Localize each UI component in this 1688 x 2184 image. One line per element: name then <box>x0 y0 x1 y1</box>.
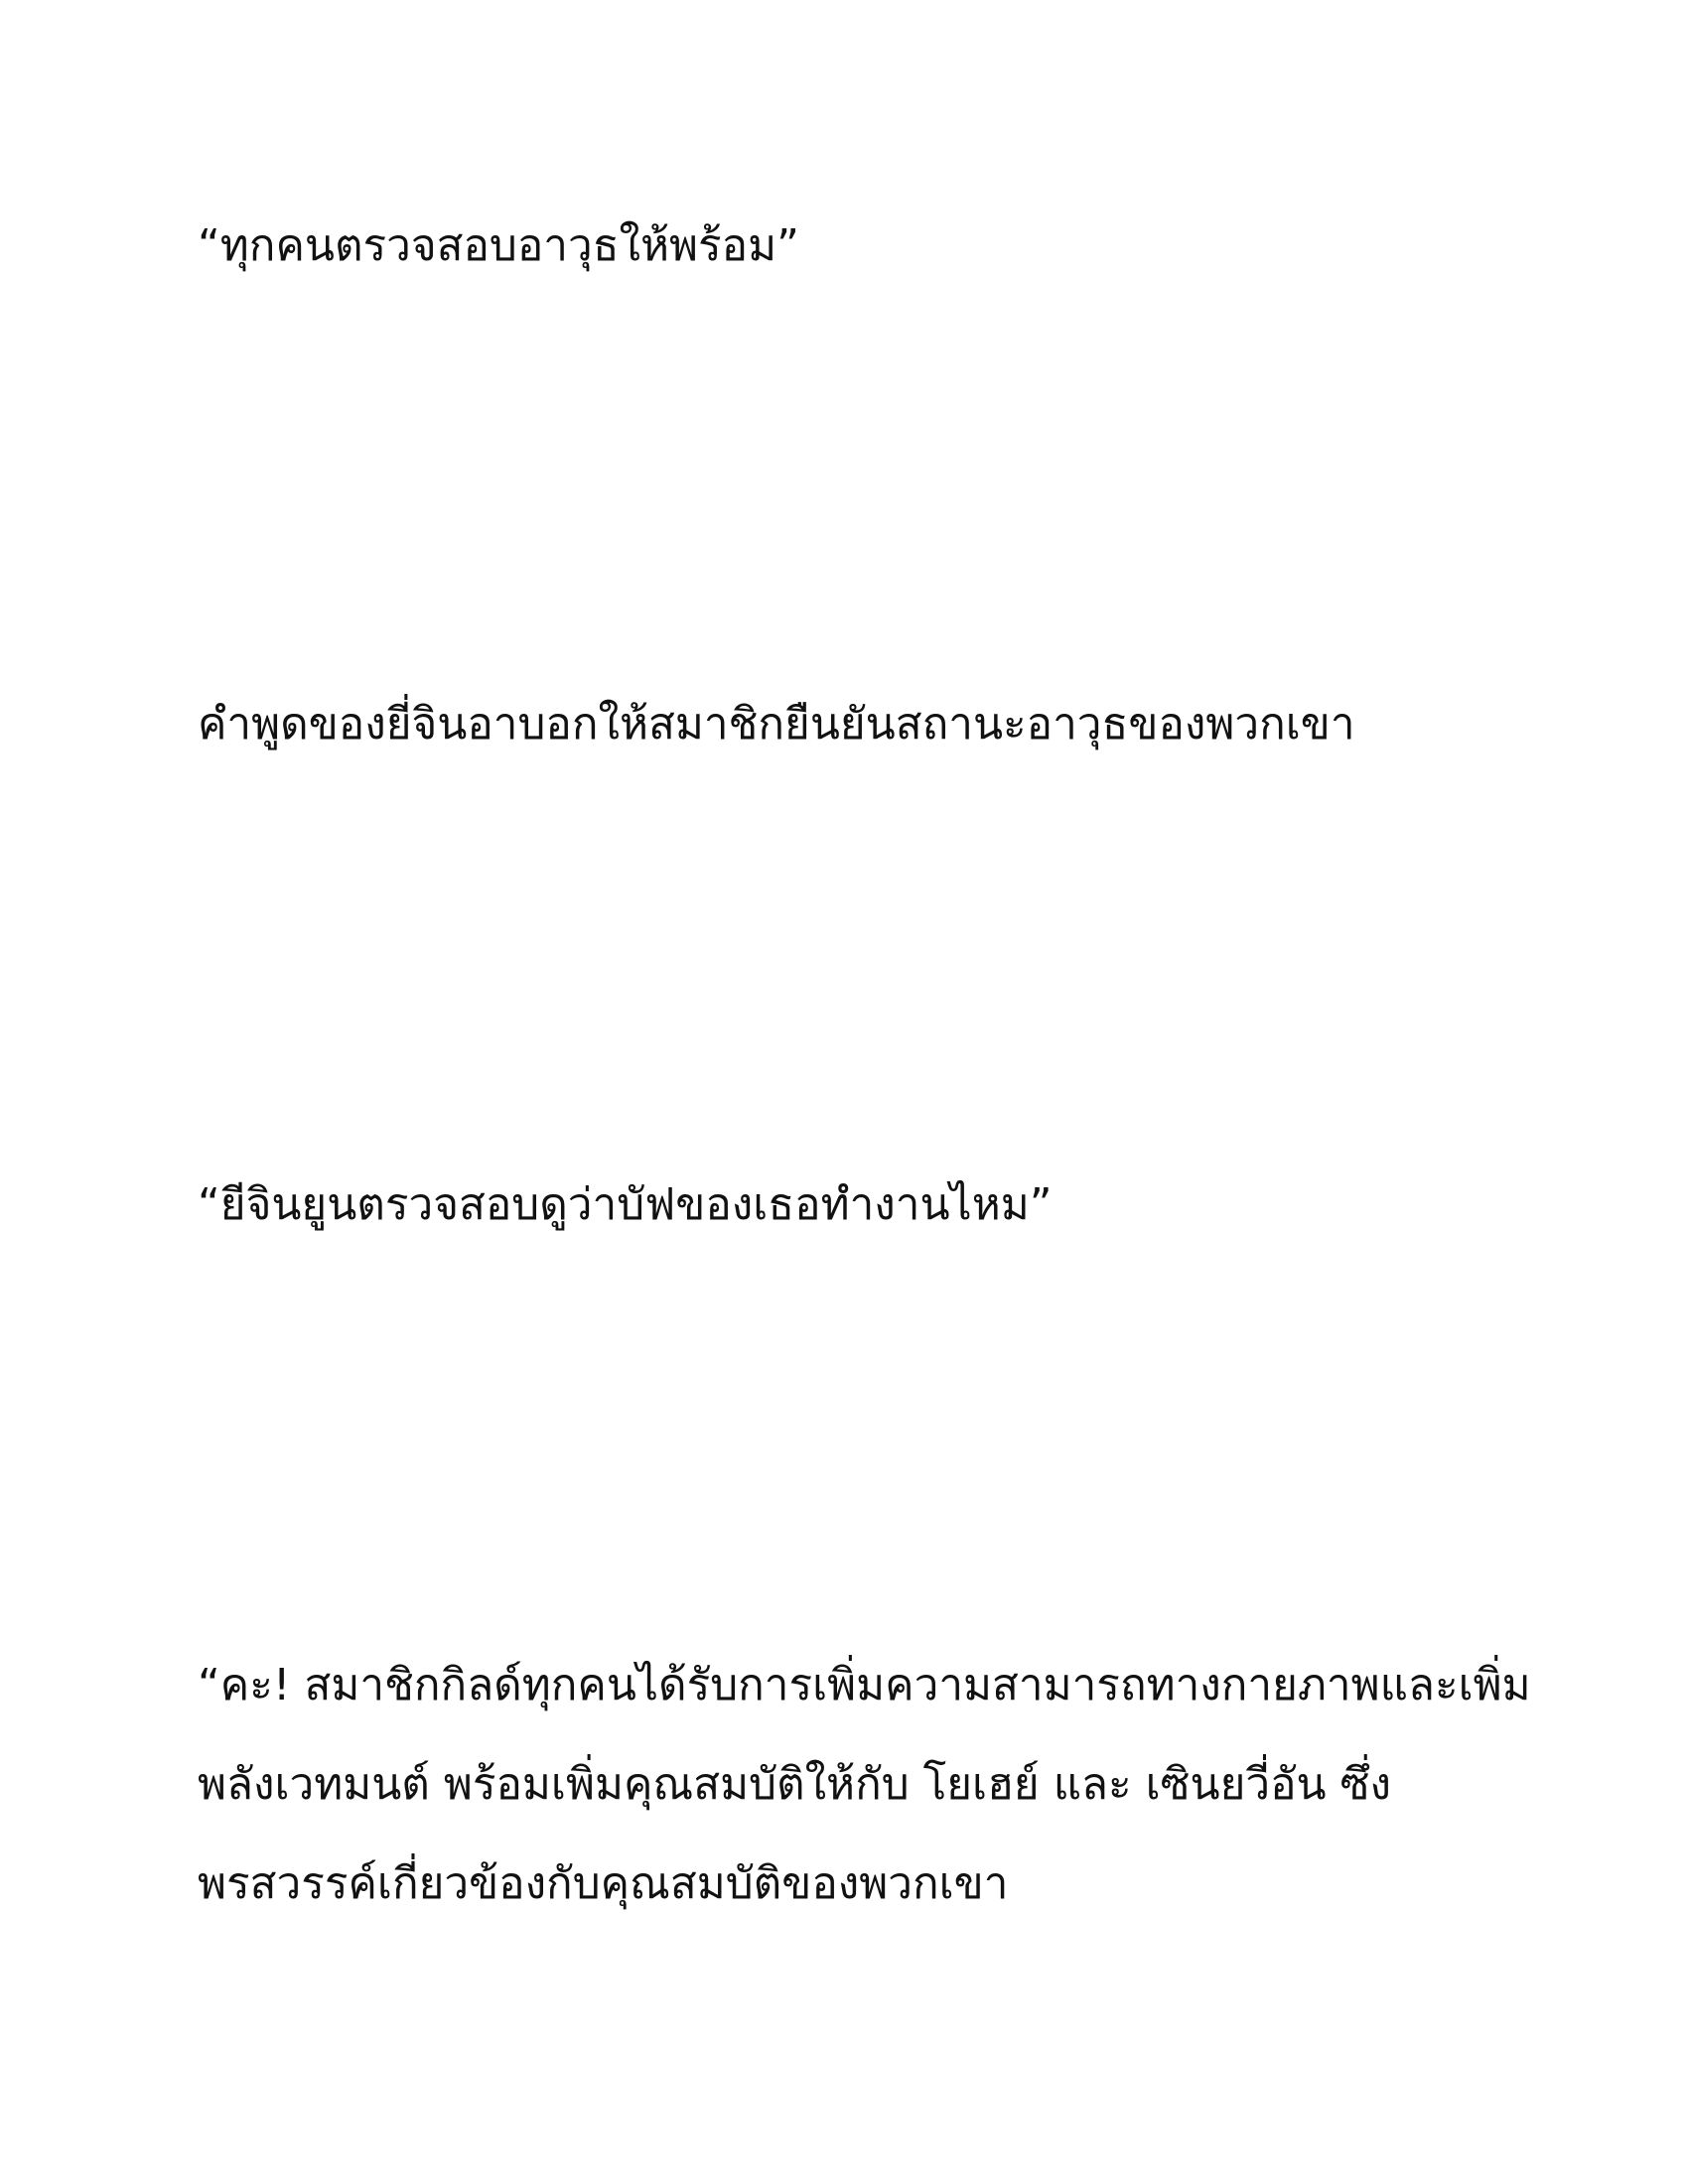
text-line: พลังเวทมนต์ พร้อมเพิ่มคุณสมบัติให้กับ โยเฮย์ และ เซินยวี่อัน ซึ่ง <box>198 1759 1391 1810</box>
text-line: “ทุกคนตรวจสอบอาวุธให้พร้อม” <box>198 220 799 271</box>
dialogue-paragraph <box>198 1636 1531 1934</box>
text-line: “ยีจินยูนตรวจสอบดูว่าบัฟของเธอทำงานไหม” <box>198 1179 1053 1230</box>
dialogue-paragraph <box>198 197 1508 296</box>
narration-paragraph <box>198 675 1508 774</box>
text-line: “คะ! สมาชิกกิลด์ทุกคนได้รับการเพิ่มความสามารถทางกายภาพและเพิ่ม <box>198 1660 1531 1710</box>
text-line: พรสวรรค์เกี่ยวข้องกับคุณสมบัติของพวกเขา <box>198 1858 1009 1909</box>
text-line: คำพูดของยี่จินอาบอกให้สมาชิกยืนยันสถานะอาวุธของพวกเขา <box>198 699 1355 750</box>
dialogue-paragraph <box>198 1156 1508 1255</box>
